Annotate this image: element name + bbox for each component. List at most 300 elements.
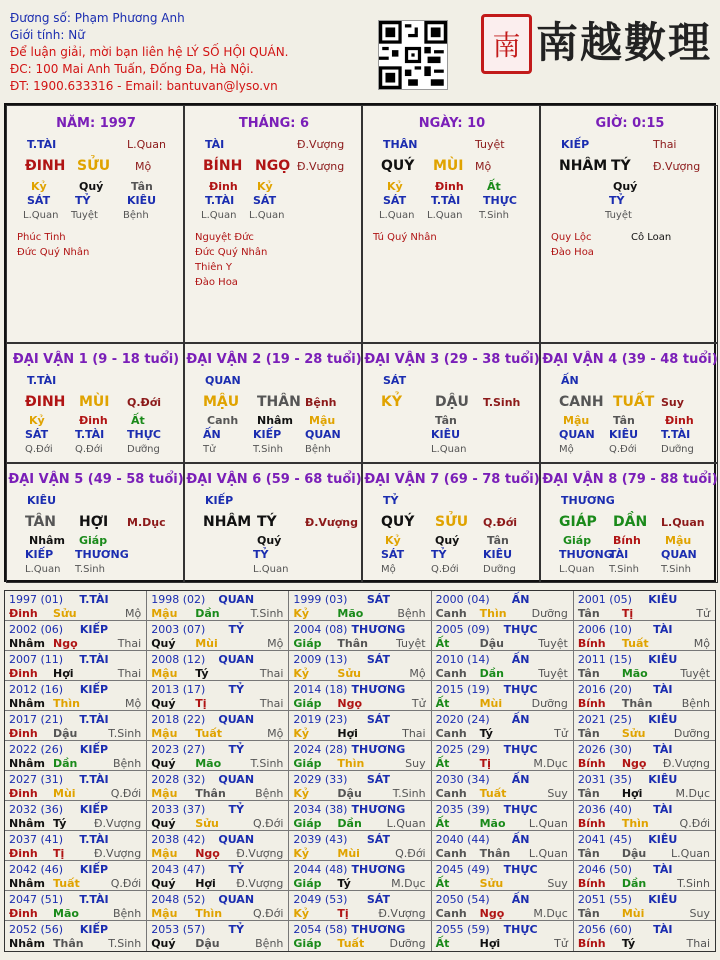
- year-star: T.TÀI: [79, 893, 109, 906]
- year-star: QUAN: [218, 773, 255, 786]
- pillar-cell: [6, 105, 184, 343]
- dai-van-cell: [6, 463, 184, 583]
- year-state: Tuyệt: [538, 637, 568, 650]
- year-can: Quý: [151, 817, 176, 830]
- year-chi: Dậu: [621, 847, 647, 860]
- hidden-can: Mậu: [309, 414, 336, 427]
- dai-van-chi: MÙI: [79, 394, 110, 410]
- year-can: Nhâm: [9, 697, 45, 710]
- year-star: ẤN: [511, 593, 530, 606]
- year-cell: [432, 681, 574, 710]
- year-chi: Thân: [337, 637, 368, 650]
- year-star: ẤN: [511, 713, 530, 726]
- pillar-top-star: T.TÀI: [27, 138, 57, 151]
- hidden-state: Tuyệt: [605, 210, 632, 221]
- year-chi: Mão: [479, 817, 506, 830]
- year-can: Ất: [435, 877, 450, 890]
- dai-van-chi-state: T.Sinh: [483, 396, 521, 409]
- year-star: QUAN: [218, 833, 255, 846]
- year-can: Đinh: [9, 787, 38, 800]
- year-label: 2006 (10): [577, 623, 632, 636]
- year-can: Bính: [577, 637, 606, 650]
- year-state: Bệnh: [255, 787, 284, 800]
- table-row: [5, 711, 715, 741]
- pillar-top-star: TÀI: [205, 138, 225, 151]
- year-can: Tân: [577, 847, 600, 860]
- dai-van-cell: [362, 343, 540, 463]
- year-state: T.Sinh: [392, 787, 426, 800]
- year-star: THƯƠNG: [351, 863, 406, 876]
- year-can: Canh: [435, 847, 467, 860]
- year-label: 2004 (08): [293, 623, 348, 636]
- dai-van-top-star: QUAN: [205, 374, 241, 387]
- year-label: 2035 (39): [435, 803, 490, 816]
- year-can: Giáp: [293, 697, 322, 710]
- year-cell: [574, 711, 715, 740]
- year-chi: Sửu: [53, 607, 77, 620]
- year-chi: Tý: [53, 817, 67, 830]
- year-cell: [147, 771, 289, 800]
- hidden-can: Đinh: [209, 180, 238, 193]
- table-row: [5, 771, 715, 801]
- table-row: [5, 651, 715, 681]
- year-state: Q.Đới: [395, 847, 426, 860]
- year-star: KIÊU: [648, 653, 678, 666]
- hidden-can: Tân: [131, 180, 153, 193]
- year-chi: Mão: [53, 907, 79, 920]
- year-state: Dưỡng: [531, 697, 568, 710]
- year-cell: [432, 861, 574, 890]
- year-label: 2025 (29): [435, 743, 490, 756]
- dai-van-cell: [362, 463, 540, 583]
- year-state: T.Sinh: [250, 757, 284, 770]
- hidden-can: Giáp: [79, 534, 108, 547]
- year-can: Canh: [435, 607, 467, 620]
- year-state: Suy: [689, 907, 711, 920]
- year-label: 2007 (11): [9, 653, 64, 666]
- year-label: 1998 (02): [151, 593, 206, 606]
- year-cell: [574, 771, 715, 800]
- hidden-state: L.Quan: [431, 444, 467, 455]
- hidden-star: KIÊU: [609, 428, 639, 441]
- year-cell: [432, 771, 574, 800]
- year-can: Mậu: [151, 847, 178, 860]
- year-cell: [289, 861, 431, 890]
- dai-van-top-star: KIÊU: [27, 494, 57, 507]
- hidden-star: THỰC: [483, 194, 517, 207]
- hidden-state: Tử: [203, 444, 216, 455]
- year-cell: [5, 591, 147, 620]
- year-star: TÀI: [653, 683, 673, 696]
- hidden-star: KIẾP: [253, 428, 282, 441]
- year-state: Đ.Vượng: [236, 847, 284, 860]
- year-cell: [147, 621, 289, 650]
- year-label: 2018 (22): [151, 713, 206, 726]
- year-label: 2002 (06): [9, 623, 64, 636]
- hidden-can: Ất: [487, 180, 501, 193]
- year-can: Đinh: [9, 727, 38, 740]
- pillar-title: NGÀY: 10: [418, 116, 486, 131]
- year-can: Mậu: [151, 787, 178, 800]
- year-can: Bính: [577, 697, 606, 710]
- hidden-state: T.Sinh: [609, 564, 639, 575]
- hidden-state: Q.Đới: [431, 564, 459, 575]
- year-label: 2052 (56): [9, 923, 64, 936]
- year-chi: Sửu: [479, 877, 504, 890]
- year-chi: Ngọ: [195, 847, 220, 860]
- hidden-can: Ất: [131, 414, 145, 427]
- year-star: KIẾP: [79, 683, 109, 696]
- table-row: [5, 741, 715, 771]
- year-state: Dưỡng: [531, 607, 568, 620]
- year-chi: Dậu: [53, 727, 78, 740]
- dai-van-can: NHÂM: [203, 514, 252, 530]
- year-chi: Tị: [337, 907, 349, 920]
- year-chi: Tuất: [195, 727, 223, 740]
- year-label: 2001 (05): [577, 593, 632, 606]
- year-label: 2051 (55): [577, 893, 632, 906]
- year-star: KIÊU: [648, 593, 678, 606]
- year-cell: [289, 831, 431, 860]
- year-star: THỰC: [503, 743, 538, 756]
- year-cell: [5, 741, 147, 770]
- year-chi: Dậu: [195, 937, 220, 950]
- year-label: 2011 (15): [577, 653, 632, 666]
- year-state: Bệnh: [681, 697, 711, 710]
- hidden-can: Bính: [613, 534, 641, 547]
- year-can: Kỷ: [293, 907, 310, 920]
- year-cell: [5, 681, 147, 710]
- year-chi: Mùi: [53, 787, 76, 800]
- year-label: 2010 (14): [435, 653, 490, 666]
- year-state: T.Sinh: [108, 937, 142, 950]
- hidden-star: THƯƠNG: [75, 548, 129, 561]
- year-state: Mộ: [267, 637, 284, 650]
- hidden-can: Kỷ: [385, 534, 401, 547]
- year-can: Quý: [151, 697, 176, 710]
- year-chi: Tý: [621, 937, 636, 950]
- year-cell: [289, 921, 431, 951]
- pillar-top-star: THÂN: [383, 138, 418, 151]
- pillar-cell: [184, 105, 362, 343]
- hidden-star: KIÊU: [127, 194, 157, 207]
- pillar-top-state: L.Quan: [127, 138, 166, 151]
- year-state: Mộ: [124, 697, 142, 710]
- year-can: Ất: [435, 937, 450, 950]
- year-can: Bính: [577, 757, 606, 770]
- year-cell: [147, 831, 289, 860]
- special-star: Tú Quý Nhân: [373, 232, 437, 243]
- year-state: Thai: [259, 697, 284, 710]
- dai-van-top-star: ẤN: [561, 374, 579, 387]
- dai-van-chi-state: Q.Đới: [483, 516, 518, 529]
- year-label: 2055 (59): [435, 923, 490, 936]
- yearly-table: [4, 590, 716, 952]
- year-state: L.Quan: [671, 847, 711, 860]
- year-label: 2015 (19): [435, 683, 490, 696]
- hidden-can: Tân: [487, 534, 509, 547]
- year-cell: [147, 681, 289, 710]
- dai-van-title: ĐẠI VẬN 8 (79 - 88 tuổi): [542, 472, 718, 487]
- hidden-can: Đinh: [435, 180, 464, 193]
- hidden-state: Q.Đới: [609, 444, 637, 455]
- dai-van-chi: TÝ: [257, 514, 277, 530]
- year-cell: [574, 591, 715, 620]
- hidden-can: Canh: [207, 414, 239, 427]
- hidden-state: Mộ: [559, 444, 574, 455]
- year-chi: Dần: [195, 607, 220, 620]
- year-state: L.Quan: [386, 817, 426, 830]
- year-chi: Tị: [621, 607, 634, 620]
- special-star: Nguyệt Đức: [195, 232, 254, 243]
- year-label: 2041 (45): [577, 833, 632, 846]
- brand-logo: 南越數理: [536, 18, 713, 67]
- year-star: THỰC: [503, 923, 538, 936]
- year-state: Tuyệt: [538, 667, 568, 680]
- pillar-chi-state: Đ.Vượng: [297, 160, 345, 173]
- year-label: 2013 (17): [151, 683, 206, 696]
- year-star: SÁT: [366, 653, 390, 666]
- year-can: Kỷ: [293, 667, 310, 680]
- year-chi: Thìn: [479, 607, 507, 620]
- year-star: KIẾP: [79, 923, 109, 936]
- dai-van-top-star: THƯƠNG: [561, 494, 615, 507]
- year-chi: Thân: [621, 697, 653, 710]
- year-star: THƯƠNG: [351, 803, 406, 816]
- year-label: 1997 (01): [9, 593, 64, 606]
- year-can: Nhâm: [9, 637, 45, 650]
- hidden-star: T.TÀI: [661, 428, 691, 441]
- year-state: Tử: [696, 607, 711, 620]
- year-label: 2009 (13): [293, 653, 348, 666]
- year-chi: Hợi: [479, 937, 501, 950]
- year-label: 2022 (26): [9, 743, 64, 756]
- address: ĐC: 100 Mai Anh Tuấn, Đống Đa, Hà Nội.: [10, 62, 254, 76]
- hidden-state: L.Quan: [427, 210, 463, 221]
- year-state: T.Sinh: [250, 607, 284, 620]
- hidden-can: Tân: [435, 414, 457, 427]
- dai-van-top-star: SÁT: [383, 374, 407, 387]
- year-chi: Hợi: [621, 787, 643, 800]
- year-chi: Tuất: [479, 787, 507, 800]
- hidden-state: Mộ: [381, 564, 396, 575]
- year-cell: [147, 921, 289, 951]
- year-label: 2028 (32): [151, 773, 206, 786]
- special-star: Đức Quý Nhân: [195, 247, 268, 258]
- hidden-can: Kỷ: [387, 180, 403, 193]
- hidden-star: KIẾP: [25, 548, 54, 561]
- year-label: 2000 (04): [435, 593, 490, 606]
- year-chi: Dậu: [479, 637, 504, 650]
- year-can: Bính: [577, 817, 606, 830]
- year-cell: [289, 651, 431, 680]
- year-state: Q.Đới: [252, 817, 284, 830]
- year-cell: [289, 681, 431, 710]
- hidden-star: SÁT: [25, 428, 49, 441]
- year-state: Mộ: [267, 727, 284, 740]
- year-cell: [574, 921, 715, 951]
- year-can: Ất: [435, 817, 450, 830]
- year-cell: [574, 891, 715, 920]
- year-cell: [432, 591, 574, 620]
- pillar-title: NĂM: 1997: [56, 116, 136, 131]
- pillar-top-star: KIẾP: [561, 138, 590, 151]
- special-star: Đào Hoa: [195, 277, 238, 288]
- hidden-state: L.Quan: [23, 210, 59, 221]
- year-cell: [289, 621, 431, 650]
- hidden-can: Quý: [79, 180, 104, 193]
- hidden-star: TỶ: [431, 548, 447, 561]
- dai-van-title: ĐẠI VẬN 2 (19 - 28 tuổi): [186, 352, 362, 367]
- year-chi: Thìn: [621, 817, 649, 830]
- year-star: T.TÀI: [79, 713, 109, 726]
- year-chi: Tuất: [621, 637, 649, 650]
- year-star: TÀI: [653, 743, 673, 756]
- year-label: 2050 (54): [435, 893, 490, 906]
- year-cell: [5, 921, 147, 951]
- year-can: Kỷ: [293, 847, 310, 860]
- dai-van-cell: [184, 343, 362, 463]
- year-star: KIÊU: [648, 773, 678, 786]
- year-state: Q.Đới: [110, 877, 142, 890]
- dai-van-can: KỶ: [381, 394, 402, 410]
- year-cell: [147, 741, 289, 770]
- year-chi: Tý: [337, 877, 351, 890]
- year-star: KIẾP: [79, 803, 109, 816]
- year-state: Đ.Vượng: [662, 757, 711, 770]
- year-chi: Mùi: [337, 847, 360, 860]
- dai-van-chi-state: Suy: [661, 396, 684, 409]
- hidden-can: Nhâm: [257, 414, 293, 427]
- year-label: 2047 (51): [9, 893, 64, 906]
- hidden-can: Quý: [613, 180, 638, 193]
- hidden-can: Kỷ: [257, 180, 273, 193]
- year-cell: [432, 741, 574, 770]
- chart-grid: [4, 103, 716, 582]
- year-state: Thai: [117, 637, 142, 650]
- year-state: Q.Đới: [252, 907, 284, 920]
- year-state: Mộ: [693, 637, 711, 650]
- pillar-can: QUÝ: [381, 158, 415, 174]
- year-cell: [147, 591, 289, 620]
- dai-van-chi-state: Đ.Vượng: [305, 516, 359, 529]
- year-star: THỰC: [503, 863, 538, 876]
- pillar-chi-state: Mộ: [475, 160, 492, 173]
- year-cell: [5, 651, 147, 680]
- year-state: Tử: [554, 727, 568, 740]
- year-state: Bệnh: [255, 937, 284, 950]
- year-cell: [5, 801, 147, 830]
- year-star: TÀI: [653, 863, 673, 876]
- year-can: Mậu: [151, 907, 178, 920]
- pillar-top-state: Đ.Vượng: [297, 138, 345, 151]
- year-star: ẤN: [511, 893, 530, 906]
- dai-van-can: ĐINH: [25, 394, 66, 410]
- year-state: L.Quan: [528, 847, 568, 860]
- pillar-cell: [362, 105, 540, 343]
- year-star: THƯƠNG: [351, 743, 406, 756]
- year-label: 2032 (36): [9, 803, 64, 816]
- hidden-star: T.TÀI: [431, 194, 461, 207]
- hidden-star: TỶ: [75, 194, 91, 207]
- year-label: 2021 (25): [577, 713, 632, 726]
- year-chi: Sửu: [621, 727, 646, 740]
- year-chi: Ngọ: [337, 697, 363, 710]
- year-chi: Mùi: [479, 697, 503, 710]
- hidden-state: T.Sinh: [479, 210, 509, 221]
- year-can: Ất: [435, 757, 450, 770]
- year-can: Kỷ: [293, 787, 310, 800]
- year-cell: [147, 711, 289, 740]
- year-state: Thai: [686, 937, 711, 950]
- year-star: TÀI: [653, 923, 673, 936]
- year-can: Mậu: [151, 727, 178, 740]
- year-state: Bệnh: [112, 907, 142, 920]
- year-label: 2029 (33): [293, 773, 348, 786]
- year-cell: [432, 801, 574, 830]
- dai-van-title: ĐẠI VẬN 3 (29 - 38 tuổi): [364, 352, 540, 367]
- year-state: Bệnh: [112, 757, 142, 770]
- year-cell: [5, 861, 147, 890]
- year-can: Nhâm: [9, 757, 45, 770]
- year-label: 2049 (53): [293, 893, 348, 906]
- year-star: TỶ: [228, 683, 244, 696]
- year-can: Mậu: [151, 607, 178, 620]
- qr-code-icon: [378, 20, 448, 90]
- year-chi: Thân: [195, 787, 226, 800]
- year-star: THỰC: [503, 683, 538, 696]
- table-row: [5, 921, 715, 951]
- year-can: Đinh: [9, 607, 38, 620]
- hidden-state: T.Sinh: [253, 444, 283, 455]
- hidden-star: QUAN: [305, 428, 341, 441]
- year-cell: [289, 741, 431, 770]
- year-cell: [147, 651, 289, 680]
- year-can: Canh: [435, 787, 467, 800]
- header-info: [10, 10, 288, 95]
- year-cell: [5, 891, 147, 920]
- year-star: KIẾP: [79, 623, 109, 636]
- year-can: Đinh: [9, 847, 38, 860]
- year-can: Canh: [435, 667, 467, 680]
- year-chi: Tị: [479, 757, 491, 770]
- year-label: 2043 (47): [151, 863, 206, 876]
- year-cell: [574, 621, 715, 650]
- year-can: Tân: [577, 727, 600, 740]
- year-cell: [432, 831, 574, 860]
- year-can: Nhâm: [9, 817, 45, 830]
- year-star: THƯƠNG: [351, 923, 406, 936]
- hidden-state: Tuyệt: [71, 210, 98, 221]
- year-state: Mộ: [124, 607, 142, 620]
- phone-email: ĐT: 1900.633316 - Email: bantuvan@lyso.vn: [10, 79, 278, 93]
- year-cell: [574, 681, 715, 710]
- dai-van-cell: [184, 463, 362, 583]
- dai-van-chi: DẦN: [613, 514, 648, 530]
- year-state: Thai: [259, 667, 284, 680]
- year-chi: Thìn: [337, 757, 365, 770]
- hidden-star: T.TÀI: [205, 194, 235, 207]
- hidden-star: KIÊU: [483, 548, 513, 561]
- year-can: Nhâm: [9, 877, 45, 890]
- year-star: QUAN: [218, 653, 255, 666]
- year-label: 2054 (58): [293, 923, 348, 936]
- special-star: Thiên Y: [195, 262, 233, 273]
- year-star: KIÊU: [648, 713, 678, 726]
- hidden-state: Dưỡng: [661, 444, 694, 455]
- year-label: 2020 (24): [435, 713, 490, 726]
- dai-van-can: QUÝ: [381, 514, 415, 530]
